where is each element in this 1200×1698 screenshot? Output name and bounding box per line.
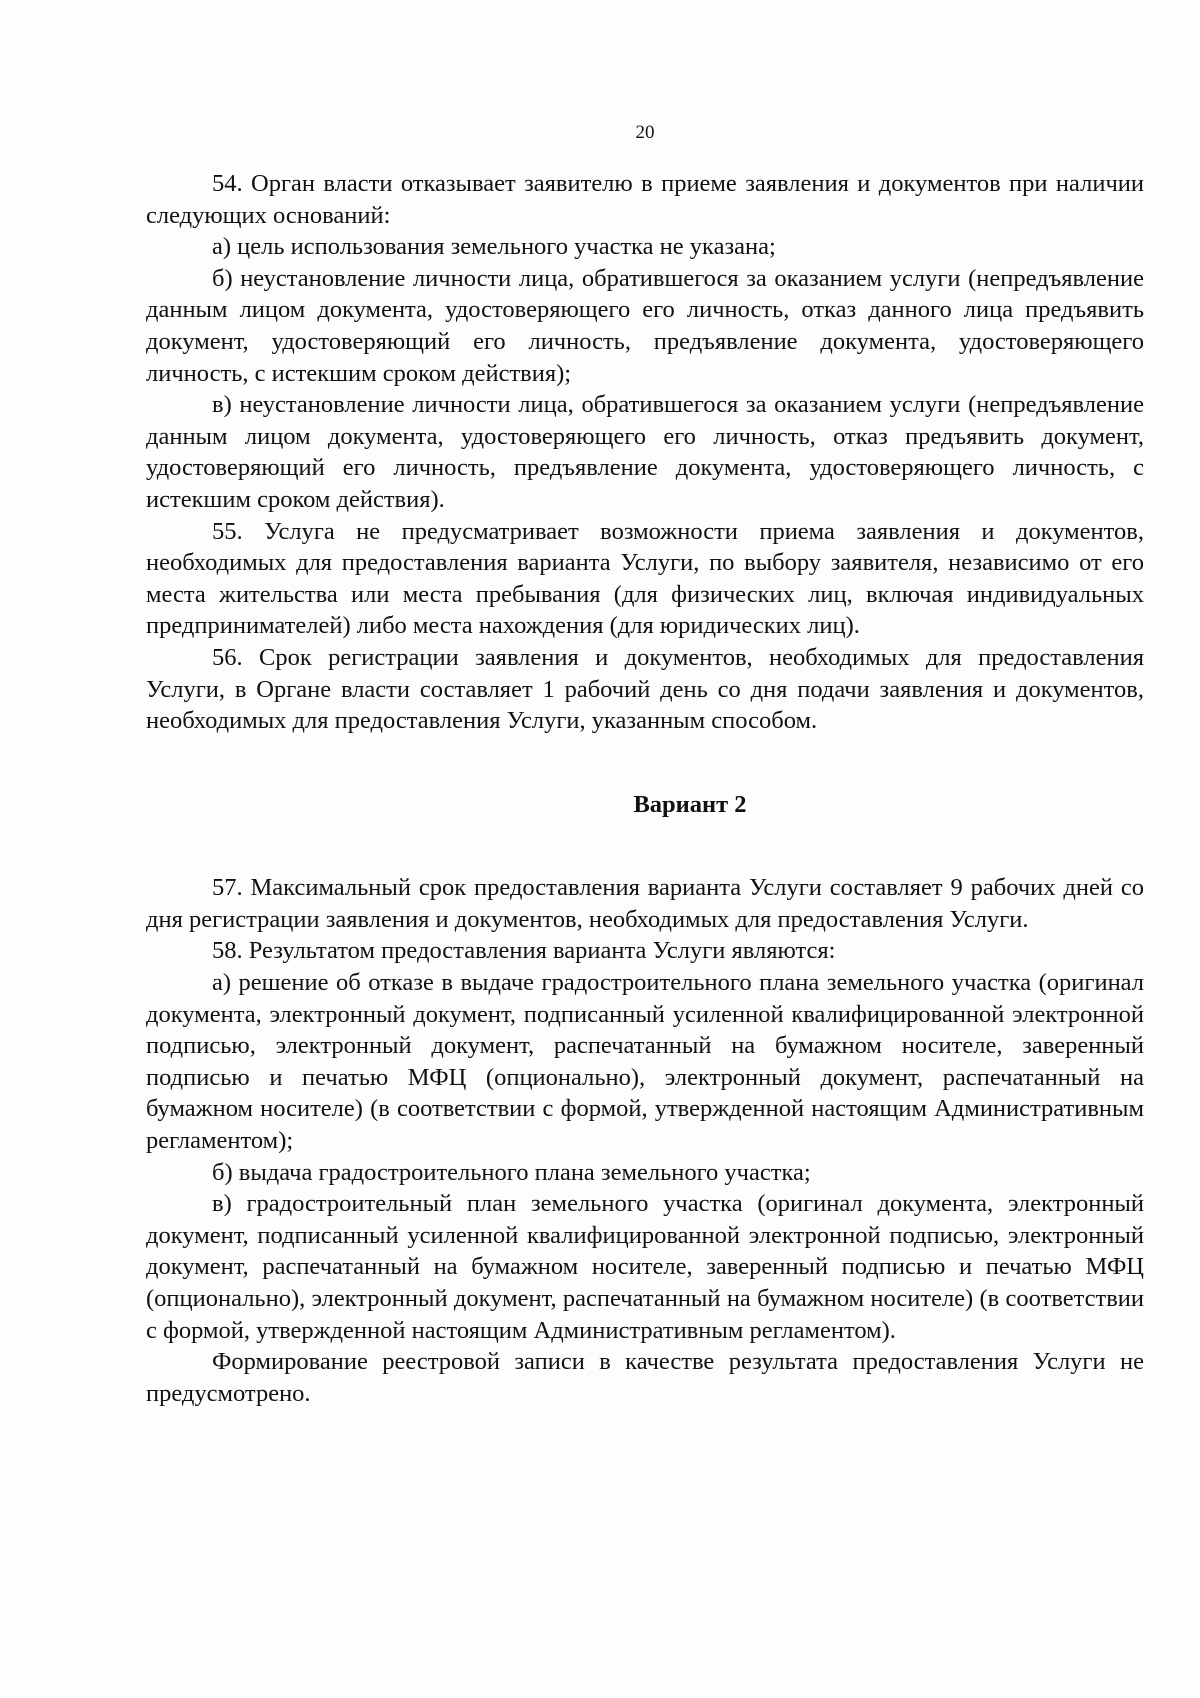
paragraph-54-v: в) неустановление личности лица, обратившегося за оказанием услуги (непредъявление данным лицом документа, удостоверяющего его личность, отказ предъявить документ, удостоверяющий его личность, предъявление документа, удостоверяющего личность, с истекшим сроком действия). [146,391,1144,513]
paragraph-58-a: а) решение об отказе в выдаче градостроительного плана земельного участка (оригинал документа, электронный документ, подписанный усиленной квалифицированной электронной подписью, электронный документ, распечатанный на бумажном носителе, заверенный подписью и печатью МФЦ (опционально), электронный документ, распечатанный на бумажном носителе) (в соответствии с формой, утвержденной настоящим Административным регламентом); [146,969,1144,1155]
paragraph-55: 55. Услуга не предусматривает возможности приема заявления и документов, необходимых для предоставления варианта Услуги, по выбору заявителя, независимо от его места жительства или места пребывания (для физических лиц, включая индивидуальных предпринимателей) либо места нахождения (для юридических лиц). [146,517,1144,640]
paragraph-58: 58. Результатом предоставления варианта Услуги являются: [212,937,836,965]
paragraph-57: 57. Максимальный срок предоставления варианта Услуги составляет 9 рабочих дней со дня регистрации заявления и документов, необходимых для предоставления Услуги. [146,874,1144,933]
paragraph-58-b: б) выдача градостроительного плана земельного участка; [212,1158,811,1186]
paragraph-54-b: б) неустановление личности лица, обратившегося за оказанием услуги (непредъявление данным лицом документа, удостоверяющего его личность, отказ данного лица предъявить документ, удостоверяющий его личность, предъявление документа, удостоверяющего личность, с истекшим сроком действия); [146,264,1144,387]
document-body [146,168,1144,1409]
paragraph-54-a: а) цель использования земельного участка не указана; [212,233,776,261]
paragraph-56: 56. Срок регистрации заявления и документов, необходимых для предоставления Услуги, в Органе власти составляет 1 рабочий день со дня подачи заявления и документов, необходимых для предоставления Услуги, указанным способом. [146,643,1144,735]
paragraph-registry-note: Формирование реестровой записи в качестве результата предоставления Услуги не предусмотрено. [146,1348,1144,1407]
paragraph-58-v: в) градостроительный план земельного участка (оригинал документа, электронный документ, подписанный усиленной квалифицированной электронной подписью, электронный документ, распечатанный на бумажном носителе, заверенный подписью и печатью МФЦ (опционально), электронный документ, распечатанный на бумажном носителе) (в соответствии с формой, утвержденной настоящим Административным регламентом). [146,1190,1144,1344]
section-heading-variant-2: Вариант 2 [633,790,747,818]
paragraph-54: 54. Орган власти отказывает заявителю в приеме заявления и документов при наличии следующих оснований: [146,170,1144,229]
page-number: 20 [635,122,655,143]
